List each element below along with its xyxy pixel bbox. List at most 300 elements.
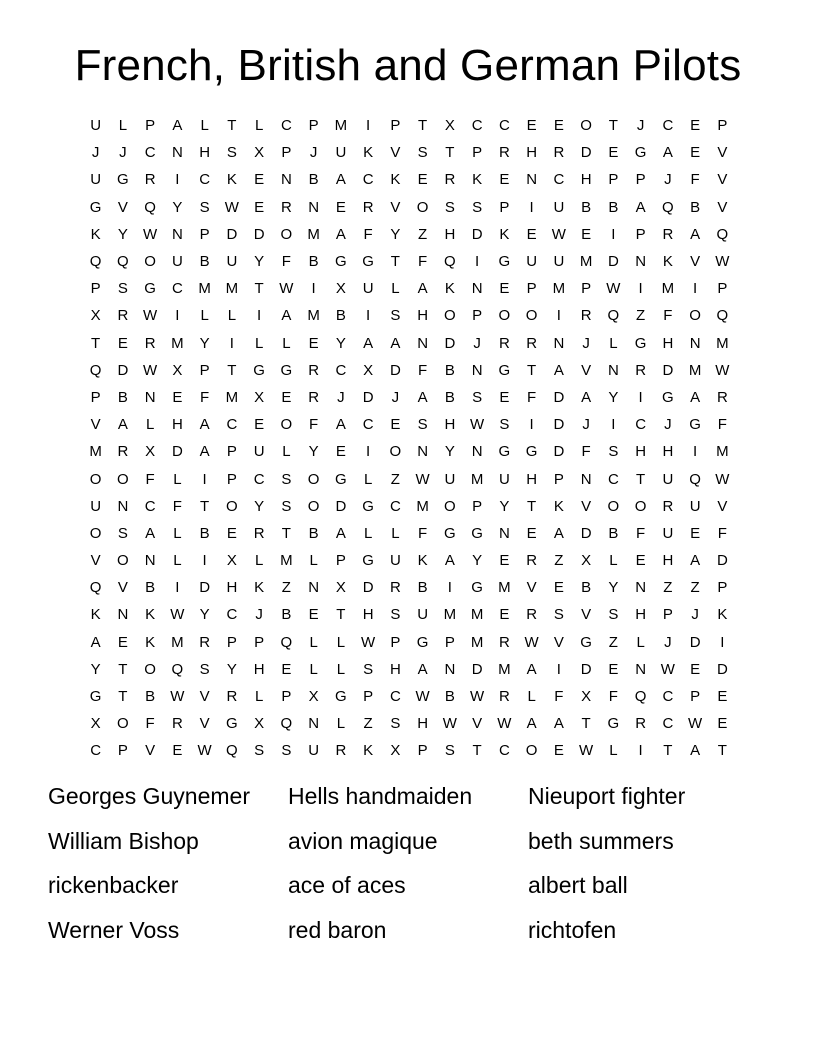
grid-letter: E	[608, 660, 619, 678]
grid-letter: X	[254, 144, 265, 162]
grid-letter: A	[526, 715, 537, 733]
grid-letter: R	[635, 715, 647, 733]
grid-letter: S	[417, 416, 428, 434]
grid-letter: F	[608, 688, 618, 706]
grid-letter: L	[391, 280, 400, 298]
grid-letter: J	[91, 144, 100, 162]
grid-letter: M	[470, 470, 484, 488]
grid-letter: R	[580, 307, 592, 325]
grid-letter: F	[717, 416, 727, 434]
grid-letter: H	[635, 606, 647, 624]
grid-letter: I	[202, 470, 207, 488]
grid-letter: S	[472, 198, 483, 216]
grid-letter: S	[553, 606, 564, 624]
grid-letter: H	[226, 579, 238, 597]
grid-letter: H	[417, 307, 429, 325]
grid-letter: A	[90, 633, 101, 651]
grid-letter: D	[199, 579, 211, 597]
grid-row	[82, 194, 736, 221]
grid-letter: K	[444, 280, 455, 298]
grid-letter: X	[363, 361, 374, 379]
grid-letter: P	[444, 633, 455, 651]
grid-letter: K	[662, 253, 673, 271]
grid-letter: H	[444, 225, 456, 243]
grid-letter: S	[199, 660, 210, 678]
grid-letter: D	[662, 361, 674, 379]
grid-letter: M	[716, 334, 729, 352]
grid-row	[82, 139, 736, 166]
grid-letter: I	[611, 225, 616, 243]
grid-letter: F	[636, 524, 646, 542]
grid-letter: H	[417, 715, 429, 733]
grid-letter: R	[199, 633, 211, 651]
grid-letter: N	[117, 606, 129, 624]
grid-letter: E	[717, 715, 728, 733]
grid-letter: D	[226, 225, 238, 243]
grid-letter: I	[693, 280, 698, 298]
grid-letter: E	[172, 742, 183, 760]
grid-letter: P	[226, 633, 237, 651]
grid-letter: O	[280, 416, 293, 434]
grid-letter: J	[582, 334, 590, 352]
grid-letter: S	[444, 742, 455, 760]
grid-row	[82, 438, 736, 465]
grid-letter: L	[527, 688, 536, 706]
grid-letter: T	[336, 606, 346, 624]
grid-letter: Q	[226, 742, 238, 760]
grid-letter: V	[117, 579, 128, 597]
grid-letter: A	[417, 388, 428, 406]
grid-letter: O	[307, 470, 320, 488]
grid-letter: K	[499, 225, 510, 243]
grid-letter: R	[444, 171, 456, 189]
grid-letter: N	[498, 524, 510, 542]
grid-letter: W	[361, 633, 376, 651]
grid-letter: X	[581, 688, 592, 706]
grid-letter: K	[90, 225, 101, 243]
grid-letter: L	[254, 688, 264, 706]
grid-letter: P	[717, 117, 728, 135]
grid-letter: R	[498, 688, 510, 706]
grid-letter: O	[117, 715, 129, 733]
grid-letter: H	[362, 606, 374, 624]
grid-letter: K	[417, 552, 428, 570]
grid-letter: X	[581, 552, 592, 570]
grid-letter: P	[581, 280, 592, 298]
word-list-item: Werner Voss	[48, 916, 180, 943]
grid-letter: D	[553, 416, 565, 434]
grid-letter: N	[526, 171, 538, 189]
grid-letter: J	[309, 144, 318, 162]
grid-letter: P	[472, 497, 483, 515]
grid-letter: P	[308, 117, 319, 135]
grid-letter: D	[171, 443, 183, 461]
grid-letter: A	[390, 334, 401, 352]
grid-letter: E	[117, 334, 128, 352]
grid-letter: C	[171, 280, 183, 298]
grid-letter: G	[362, 552, 374, 570]
grid-letter: D	[580, 144, 592, 162]
grid-letter: W	[606, 280, 621, 298]
grid-letter: P	[662, 606, 673, 624]
grid-letter: A	[172, 117, 183, 135]
grid-letter: E	[526, 524, 537, 542]
grid-letter: P	[145, 117, 156, 135]
grid-letter: R	[716, 388, 728, 406]
grid-letter: O	[117, 552, 129, 570]
grid-letter: A	[335, 171, 346, 189]
grid-letter: S	[254, 742, 265, 760]
grid-row	[82, 493, 736, 520]
grid-letter: G	[634, 334, 647, 352]
grid-letter: G	[362, 497, 374, 515]
grid-letter: G	[634, 144, 647, 162]
word-list-item: richtofen	[528, 916, 617, 943]
grid-letter: B	[308, 524, 319, 542]
grid-letter: S	[390, 715, 401, 733]
grid-letter: E	[172, 388, 183, 406]
grid-letter: W	[279, 280, 294, 298]
grid-letter: U	[90, 171, 102, 189]
grid-letter: T	[200, 497, 210, 515]
grid-row	[82, 547, 736, 574]
grid-letter: K	[254, 579, 265, 597]
grid-letter: Y	[254, 497, 265, 515]
grid-letter: D	[607, 253, 619, 271]
grid-letter: L	[363, 524, 373, 542]
grid-letter: V	[117, 198, 128, 216]
grid-letter: F	[145, 470, 155, 488]
grid-letter: U	[662, 524, 674, 542]
grid-letter: M	[552, 280, 566, 298]
grid-letter: C	[226, 416, 238, 434]
grid-letter: X	[444, 117, 455, 135]
grid-letter: Z	[418, 225, 428, 243]
grid-letter: O	[525, 742, 538, 760]
grid-letter: Z	[663, 579, 673, 597]
grid-letter: V	[90, 416, 101, 434]
grid-letter: C	[362, 171, 374, 189]
grid-letter: I	[556, 307, 561, 325]
grid-letter: E	[690, 144, 701, 162]
grid-letter: G	[689, 416, 701, 434]
grid-letter: P	[472, 144, 483, 162]
word-list-item: Hells handmaiden	[288, 783, 473, 809]
grid-letter: V	[472, 715, 483, 733]
word-list-item: Georges Guynemer	[48, 783, 250, 809]
grid-letter: B	[199, 253, 210, 271]
grid-letter: R	[171, 715, 183, 733]
grid-letter: E	[390, 416, 401, 434]
grid-letter: Z	[281, 579, 291, 597]
grid-letter: C	[607, 470, 619, 488]
grid-letter: J	[255, 606, 263, 624]
grid-letter: A	[335, 416, 346, 434]
grid-letter: D	[335, 497, 347, 515]
grid-letter: L	[336, 660, 346, 678]
grid-letter: N	[689, 334, 701, 352]
grid-row	[82, 275, 736, 302]
grid-letter: B	[145, 688, 156, 706]
grid-letter: Q	[607, 307, 620, 325]
grid-letter: U	[90, 497, 102, 515]
grid-letter: G	[580, 633, 592, 651]
grid-letter: C	[226, 606, 238, 624]
grid-letter: G	[117, 171, 129, 189]
grid-row	[82, 737, 736, 764]
grid-letter: Q	[716, 307, 729, 325]
grid-letter: R	[362, 198, 374, 216]
grid-letter: M	[171, 633, 184, 651]
grid-letter: V	[199, 688, 210, 706]
grid-letter: T	[227, 361, 237, 379]
grid-row	[82, 221, 736, 248]
grid-letter: U	[662, 470, 674, 488]
grid-letter: B	[444, 388, 455, 406]
grid-letter: L	[636, 633, 645, 651]
grid-letter: E	[335, 198, 346, 216]
grid-letter: U	[253, 443, 265, 461]
grid-letter: E	[690, 524, 701, 542]
grid-letter: Y	[390, 225, 401, 243]
grid-letter: K	[390, 171, 401, 189]
grid-letter: F	[581, 443, 591, 461]
grid-letter: F	[418, 361, 428, 379]
grid-row	[82, 112, 736, 139]
grid-letter: E	[553, 742, 564, 760]
grid-letter: G	[471, 524, 483, 542]
grid-letter: C	[144, 144, 156, 162]
grid-letter: N	[308, 579, 320, 597]
grid-letter: C	[335, 361, 347, 379]
grid-letter: N	[471, 361, 483, 379]
grid-letter: W	[224, 198, 239, 216]
grid-letter: B	[145, 579, 156, 597]
grid-letter: A	[281, 307, 292, 325]
grid-letter: C	[280, 117, 292, 135]
grid-letter: P	[635, 225, 646, 243]
grid-letter: M	[470, 633, 484, 651]
grid-letter: R	[498, 334, 510, 352]
grid-letter: H	[171, 416, 183, 434]
grid-letter: V	[553, 633, 564, 651]
grid-letter: R	[144, 171, 156, 189]
grid-letter: E	[226, 524, 237, 542]
grid-letter: P	[117, 742, 128, 760]
grid-letter: W	[579, 742, 594, 760]
grid-letter: T	[527, 497, 537, 515]
word-list-item: beth summers	[528, 827, 674, 854]
grid-letter: A	[417, 660, 428, 678]
grid-letter: U	[308, 742, 320, 760]
grid-letter: I	[257, 307, 262, 325]
grid-letter: S	[226, 144, 237, 162]
grid-letter: R	[662, 225, 674, 243]
grid-letter: I	[638, 388, 643, 406]
grid-letter: L	[609, 552, 618, 570]
grid-letter: Z	[363, 715, 373, 733]
grid-letter: U	[90, 117, 102, 135]
grid-letter: P	[254, 633, 265, 651]
grid-letter: J	[473, 334, 481, 352]
grid-letter: N	[171, 144, 183, 162]
grid-letter: P	[281, 688, 292, 706]
grid-letter: L	[145, 416, 155, 434]
grid-letter: N	[635, 660, 647, 678]
grid-letter: N	[417, 334, 429, 352]
grid-letter: A	[145, 524, 156, 542]
grid-letter: N	[580, 470, 592, 488]
grid-letter: E	[690, 660, 701, 678]
grid-letter: T	[254, 280, 264, 298]
word-list-item: ace of aces	[288, 872, 406, 898]
grid-letter: W	[143, 307, 158, 325]
word-list-item: red baron	[288, 916, 387, 943]
grid-letter: Y	[499, 497, 510, 515]
grid-letter: T	[663, 742, 673, 760]
grid-letter: L	[173, 470, 182, 488]
grid-letter: A	[417, 280, 428, 298]
grid-letter: G	[335, 470, 347, 488]
grid-letter: A	[553, 715, 564, 733]
grid-letter: T	[608, 117, 618, 135]
grid-letter: E	[254, 198, 265, 216]
grid-letter: C	[498, 117, 510, 135]
grid-letter: H	[662, 443, 674, 461]
grid-letter: O	[689, 307, 701, 325]
grid-letter: K	[145, 606, 156, 624]
grid-letter: B	[608, 524, 619, 542]
grid-letter: K	[363, 144, 374, 162]
grid-letter: U	[498, 470, 510, 488]
grid-letter: Q	[634, 688, 647, 706]
grid-letter: B	[444, 361, 455, 379]
grid-letter: B	[335, 307, 346, 325]
grid-letter: O	[607, 497, 620, 515]
grid-letter: T	[527, 361, 537, 379]
grid-letter: S	[281, 470, 292, 488]
grid-letter: J	[664, 633, 672, 651]
grid-letter: V	[717, 144, 728, 162]
grid-letter: V	[145, 742, 156, 760]
grid-letter: T	[636, 470, 646, 488]
grid-letter: S	[390, 307, 401, 325]
word-list-item: Nieuport fighter	[528, 783, 686, 809]
grid-letter: C	[253, 470, 265, 488]
grid-letter: R	[498, 144, 510, 162]
grid-letter: D	[716, 552, 728, 570]
grid-letter: G	[335, 688, 347, 706]
grid-letter: N	[308, 198, 320, 216]
grid-letter: X	[335, 280, 346, 298]
grid-letter: M	[443, 606, 457, 624]
grid-letter: L	[200, 307, 209, 325]
grid-letter: H	[662, 552, 674, 570]
grid-letter: E	[499, 171, 510, 189]
grid-letter: N	[308, 715, 320, 733]
grid-letter: W	[170, 606, 185, 624]
grid-letter: S	[472, 388, 483, 406]
grid-letter: N	[171, 225, 183, 243]
grid-row	[82, 166, 736, 193]
grid-letter: V	[581, 361, 592, 379]
grid-letter: T	[418, 117, 428, 135]
grid-letter: X	[145, 443, 156, 461]
grid-letter: E	[526, 117, 537, 135]
grid-letter: V	[690, 253, 701, 271]
grid-letter: R	[335, 742, 347, 760]
grid-letter: C	[389, 688, 401, 706]
grid-letter: R	[117, 307, 129, 325]
grid-letter: F	[418, 524, 428, 542]
grid-letter: G	[498, 253, 511, 271]
word-list	[48, 778, 768, 956]
grid-letter: G	[253, 361, 265, 379]
grid-letter: Y	[254, 253, 265, 271]
grid-letter: K	[145, 633, 156, 651]
grid-letter: Z	[390, 470, 400, 488]
grid-letter: J	[119, 144, 127, 162]
grid-letter: G	[226, 715, 238, 733]
grid-letter: U	[444, 470, 456, 488]
grid-letter: O	[525, 307, 538, 325]
grid-letter: A	[199, 416, 210, 434]
grid-letter: D	[580, 660, 592, 678]
grid-letter: U	[526, 253, 538, 271]
grid-letter: O	[117, 470, 129, 488]
grid-letter: X	[308, 688, 319, 706]
grid-letter: V	[717, 198, 728, 216]
grid-letter: N	[280, 171, 292, 189]
grid-row	[82, 384, 736, 411]
grid-letter: M	[89, 443, 102, 461]
grid-letter: A	[635, 198, 646, 216]
grid-letter: M	[498, 579, 511, 597]
grid-letter: M	[307, 225, 320, 243]
grid-letter: R	[526, 334, 538, 352]
grid-letter: L	[118, 117, 128, 135]
grid-letter: P	[472, 307, 483, 325]
grid-letter: T	[472, 742, 482, 760]
grid-letter: U	[553, 198, 565, 216]
grid-letter: H	[444, 416, 456, 434]
grid-letter: I	[229, 334, 234, 352]
grid-letter: P	[199, 361, 210, 379]
grid-letter: D	[444, 334, 456, 352]
grid-letter: O	[416, 198, 429, 216]
grid-letter: G	[280, 361, 293, 379]
grid-letter: B	[581, 198, 592, 216]
grid-letter: A	[117, 416, 128, 434]
grid-letter: M	[416, 497, 429, 515]
grid-letter: E	[281, 660, 292, 678]
grid-letter: W	[688, 715, 703, 733]
grid-letter: N	[607, 361, 619, 379]
grid-letter: P	[526, 280, 537, 298]
grid-letter: A	[363, 334, 374, 352]
grid-letter: I	[311, 280, 316, 298]
grid-letter: U	[335, 144, 347, 162]
grid-letter: E	[499, 280, 510, 298]
grid-letter: L	[227, 307, 237, 325]
grid-letter: W	[197, 742, 212, 760]
grid-letter: N	[471, 280, 483, 298]
grid-letter: X	[172, 361, 183, 379]
grid-row	[82, 330, 736, 357]
grid-letter: Q	[144, 198, 156, 216]
grid-letter: O	[389, 443, 402, 461]
grid-letter: S	[608, 606, 619, 624]
